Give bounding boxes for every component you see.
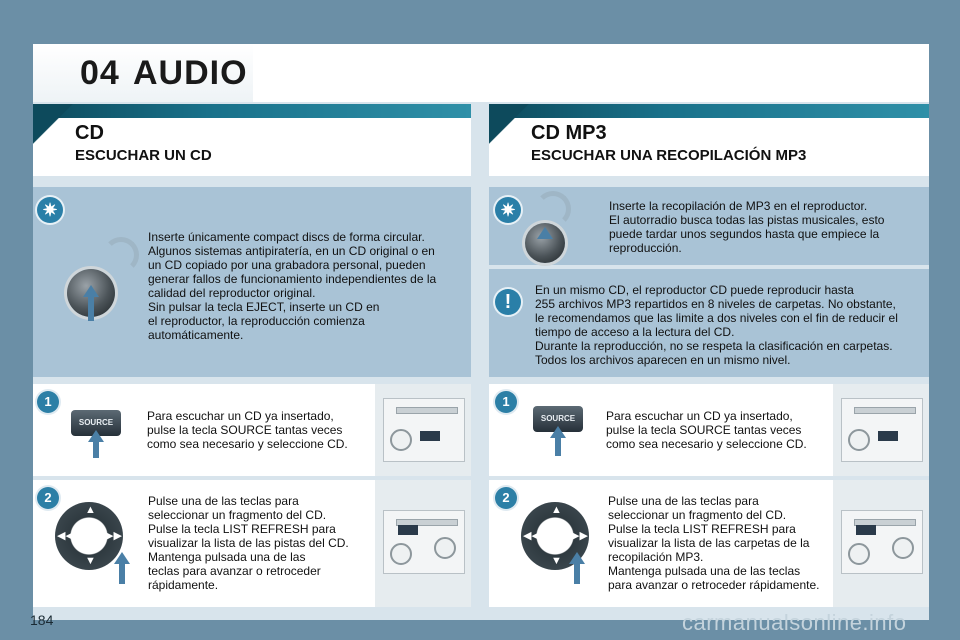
right-info-panel: [489, 187, 929, 265]
info-line: generar fallos de funcionamiento independientes de la: [148, 272, 437, 286]
watermark: carmanualsonline.info: [682, 610, 907, 635]
rewind-icon: ◀◀: [523, 530, 540, 542]
dial-icon: [848, 429, 870, 451]
info-line: el reproductor, la reproducción comienza: [148, 314, 365, 328]
info-line: automáticamente.: [148, 328, 244, 342]
down-arrow-icon: ▼: [551, 555, 562, 567]
step-line: visualizar la lista de las carpetas de la: [608, 536, 810, 550]
arrow-up-icon: [88, 430, 104, 442]
sun-icon: ✷: [495, 197, 521, 223]
dial-icon: [390, 543, 412, 565]
arrow-up-icon: [550, 426, 566, 438]
right-warning-panel: [489, 269, 929, 377]
header-band: [33, 104, 471, 118]
rewind-icon: ◀◀: [57, 530, 74, 542]
warning-line: le recomendamos que las limite a dos niveles con el fin de reducir el: [535, 311, 898, 325]
header-wedge: [489, 104, 529, 176]
warning-line: Durante la reproducción, no se respeta la clasificación en carpetas.: [535, 339, 893, 353]
arrow-up-icon: [537, 227, 553, 239]
header-band: [489, 104, 929, 118]
down-arrow-icon: ▼: [85, 555, 96, 567]
step-line: teclas para avanzar o retroceder: [148, 564, 321, 578]
step-line: visualizar la lista de las pistas del CD.: [148, 536, 349, 550]
dial-icon: [390, 429, 412, 451]
info-line: Sin pulsar la tecla EJECT, inserte un CD en: [148, 300, 380, 314]
up-arrow-icon: ▲: [85, 504, 96, 516]
info-line: calidad del reproductor original.: [148, 286, 316, 300]
source-button-icon: SOURCE: [533, 406, 583, 432]
step-badge: 2: [495, 487, 517, 509]
header-wedge: [33, 104, 73, 176]
highlight-key: [856, 525, 876, 535]
step-line: rápidamente.: [148, 578, 219, 592]
warning-line: tiempo de acceso a la lectura del CD.: [535, 325, 735, 339]
highlight-key: [398, 525, 418, 535]
radio-illustration: [375, 384, 471, 476]
step-line: Pulse la tecla LIST REFRESH para: [608, 522, 796, 536]
right-section-header: [489, 104, 929, 176]
right-step1-panel: [489, 384, 929, 476]
radio-illustration: [833, 384, 929, 476]
cd-slot: [396, 407, 458, 414]
step-line: seleccionar un fragmento del CD.: [608, 508, 787, 522]
step-line: Mantenga pulsada una de las: [148, 550, 306, 564]
step-line: Mantenga pulsada una de las teclas: [608, 564, 801, 578]
step-line: Pulse la tecla LIST REFRESH para: [148, 522, 336, 536]
info-line: un CD copiado por una grabadora personal, pueden: [148, 258, 426, 272]
step-line: Pulse una de las teclas para: [608, 494, 759, 508]
nav-pad-icon: [55, 502, 123, 570]
chapter-number: 04: [80, 54, 120, 92]
page-number: 184: [30, 612, 54, 628]
warning-line: Todos los archivos aparecen en un mismo nivel.: [535, 353, 791, 367]
nav-dial-icon: [892, 537, 914, 559]
right-section-subtitle: ESCUCHAR UNA RECOPILACIÓN MP3: [531, 147, 807, 164]
info-line: Algunos sistemas antipiratería, en un CD original o en: [148, 244, 435, 258]
cd-slot: [854, 407, 916, 414]
radio-unit-icon: [383, 510, 465, 574]
info-line: Inserte la recopilación de MP3 en el reproductor.: [609, 199, 868, 213]
arrow-up-icon: [83, 285, 99, 297]
up-arrow-icon: ▲: [551, 504, 562, 516]
warning-line: 255 archivos MP3 repartidos en 8 niveles de carpetas. No obstante,: [535, 297, 896, 311]
step-badge: 1: [495, 391, 517, 413]
exclamation-icon: !: [495, 289, 521, 315]
step-line: como sea necesario y seleccione CD.: [147, 437, 348, 451]
info-line: El autorradio busca todas las pistas musicales, esto: [609, 213, 885, 227]
radio-illustration: [375, 480, 471, 607]
curved-arrow-icon: [535, 191, 571, 227]
step-badge: 1: [37, 391, 59, 413]
step-line: para avanzar o retroceder rápidamente.: [608, 578, 820, 592]
chapter-title: AUDIO: [133, 54, 248, 92]
left-section-title: CD: [75, 122, 104, 144]
left-step2-panel: [33, 480, 471, 607]
sun-icon: ✷: [37, 197, 63, 223]
nav-dial-icon: [434, 537, 456, 559]
curved-arrow-icon: [103, 237, 139, 273]
radio-unit-icon: [383, 398, 465, 462]
left-section-header: [33, 104, 471, 176]
highlight-key: [878, 431, 898, 441]
step-line: Para escuchar un CD ya insertado,: [147, 409, 334, 423]
dial-icon: [848, 543, 870, 565]
left-info-panel: [33, 187, 471, 377]
radio-unit-icon: [841, 510, 923, 574]
step-line: pulse la tecla SOURCE tantas veces: [606, 423, 802, 437]
step-line: Pulse una de las teclas para: [148, 494, 299, 508]
source-button-icon: SOURCE: [71, 410, 121, 436]
warning-line: En un mismo CD, el reproductor CD puede reproducir hasta: [535, 283, 854, 297]
arrow-up-icon: [114, 552, 130, 564]
left-step1-panel: [33, 384, 471, 476]
info-line: reproducción.: [609, 241, 682, 255]
step-line: como sea necesario y seleccione CD.: [606, 437, 807, 451]
left-section-subtitle: ESCUCHAR UN CD: [75, 147, 212, 164]
forward-icon: ▶▶: [571, 530, 588, 542]
step-line: seleccionar un fragmento del CD.: [148, 508, 327, 522]
right-section-title: CD MP3: [531, 122, 607, 144]
forward-icon: ▶▶: [105, 530, 122, 542]
info-line: Inserte únicamente compact discs de forma circular.: [148, 230, 425, 244]
step-line: Para escuchar un CD ya insertado,: [606, 409, 793, 423]
arrow-shaft: [88, 297, 94, 321]
step-badge: 2: [37, 487, 59, 509]
info-line: puede tardar unos segundos hasta que empiece la: [609, 227, 880, 241]
step-line: recopilación MP3.: [608, 550, 704, 564]
radio-unit-icon: [841, 398, 923, 462]
right-step2-panel: [489, 480, 929, 607]
step-line: pulse la tecla SOURCE tantas veces: [147, 423, 343, 437]
radio-illustration: [833, 480, 929, 607]
highlight-key: [420, 431, 440, 441]
arrow-up-icon: [569, 552, 585, 564]
